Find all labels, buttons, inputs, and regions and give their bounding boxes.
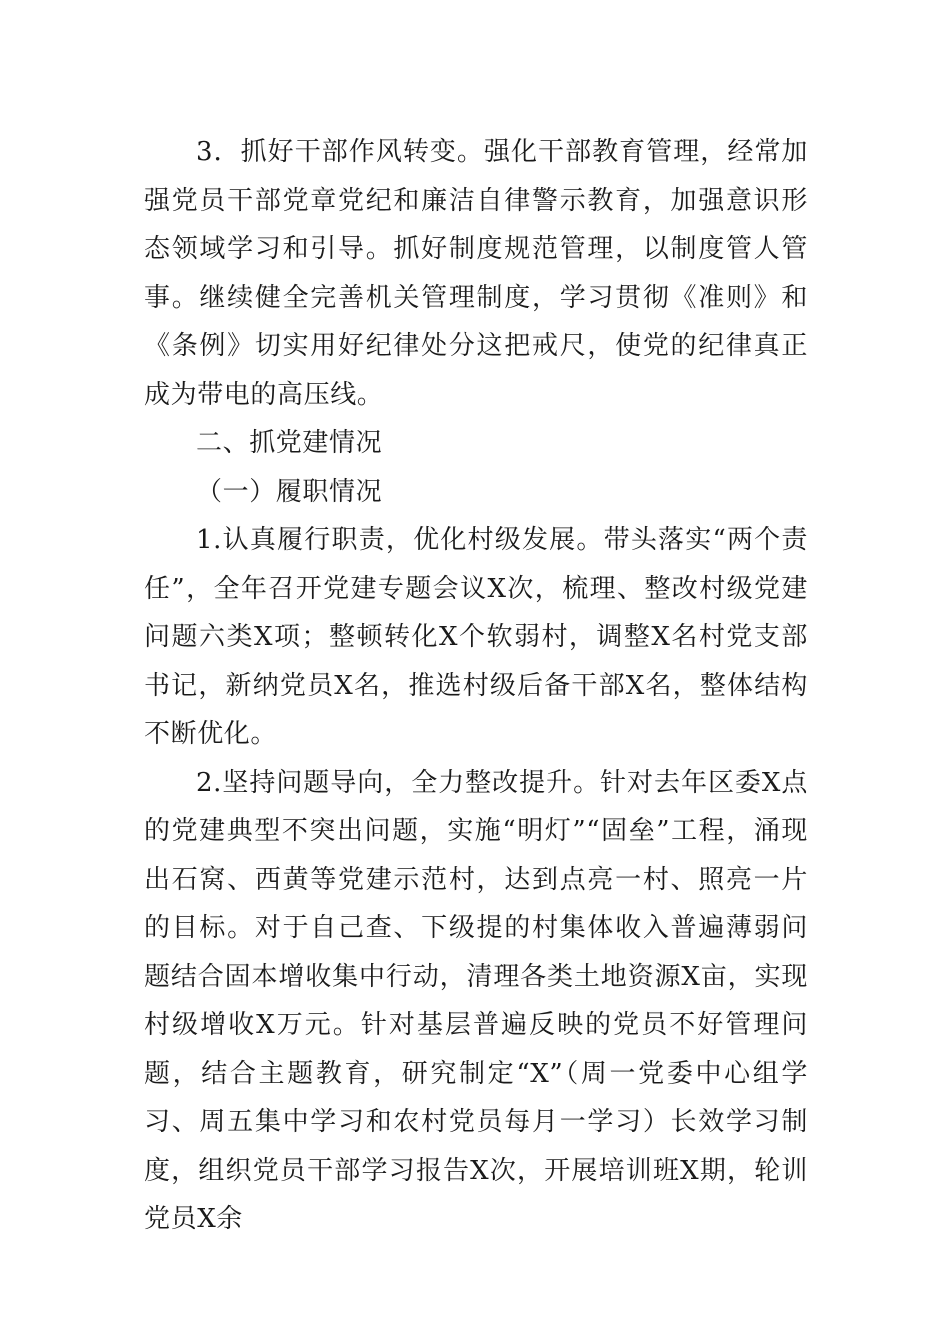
subsection-heading-duty: （一）履职情况 xyxy=(196,476,383,507)
document-body xyxy=(144,128,808,1244)
paragraph-cadre-style: 3．抓好干部作风转变。强化干部教育管理，经常加强党员干部党章党纪和廉洁自律警示教育，加强意识形态领域学习和引导。抓好制度规范管理，以制度管人管事。继续健全完善机关管理制度，学习贯彻《准则》和《条例》切实用好纪律处分这把戒尺，使党的纪律真正成为带电的高压线。 xyxy=(144,137,808,410)
paragraph-fulfill-duties: 1.认真履行职责，优化村级发展。带头落实“两个责任”，全年召开党建专题会议X次，梳理、整改村级党建问题六类X项；整顿转化X个软弱村，调整X名村党支部书记，新纳党员X名，推选村级后备干部X名，整体结构不断优化。 xyxy=(144,525,808,749)
section-heading-party-building: 二、抓党建情况 xyxy=(196,428,383,458)
paragraph-problem-oriented: 2.坚持问题导向，全力整改提升。针对去年区委X点的党建典型不突出问题，实施“明灯”“固垒”工程，涌现出石窝、西黄等党建示范村，达到点亮一村、照亮一片的目标。对于自己查、下级提的村集体收入普遍薄弱问题结合固本增收集中行动，清理各类土地资源X亩，实现村级增收X万元。针对基层普遍反映的党员不好管理问题，结合主题教育，研究制定“X”（周一党委中心组学习、周五集中学习和农村党员每月一学习）长效学习制度，组织党员干部学习报告X次，开展培训班X期，轮训党员X余 xyxy=(144,767,808,1234)
